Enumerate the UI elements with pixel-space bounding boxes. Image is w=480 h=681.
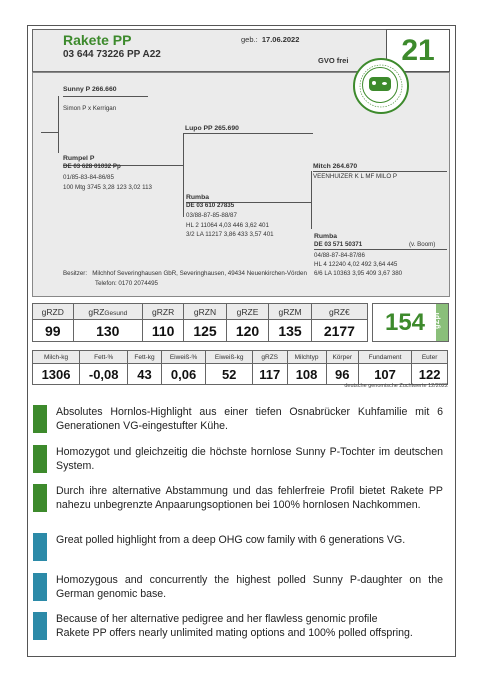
total-score-label: gZpl	[436, 303, 449, 342]
birth-date: geb.: 17.06.2022	[241, 35, 300, 44]
table-cell: 43	[128, 364, 161, 385]
great-granddam-number: DE 03 571 50371	[314, 241, 363, 248]
dam-number: DE 03 628 01032 Pp	[63, 163, 121, 170]
col-milk-kg: Milch-kg	[33, 351, 80, 364]
table-cell: 130	[73, 320, 143, 342]
table-cell: 108	[287, 364, 326, 385]
owner-phone: Telefon: 0170 2074495	[95, 280, 158, 287]
table-cell: 120	[226, 320, 269, 342]
table-cell: 2177	[311, 320, 367, 342]
col-grzs: gRZS	[252, 351, 287, 364]
col-protein-kg: Eiweiß-kg	[206, 351, 252, 364]
table-cell: 1306	[33, 364, 80, 385]
table-cell: 135	[269, 320, 312, 342]
sire-parents: Simon P x Kerrigan	[63, 105, 117, 112]
table-cell: 52	[206, 364, 252, 385]
cow-icon	[369, 77, 391, 91]
col-grz-gesund: gRZGesund	[73, 304, 143, 320]
gvo-free-stamp	[353, 58, 409, 114]
dam-name: Rumpel P	[63, 155, 95, 162]
col-milk-type: Milchtyp	[287, 351, 326, 364]
lot-number: 21	[386, 29, 450, 72]
col-grzr: gRZR	[143, 304, 184, 320]
green-bullet-icon	[33, 405, 47, 433]
table-cell: 110	[143, 320, 184, 342]
table-cell: -0,08	[80, 364, 128, 385]
great-granddam-name: Rumba	[314, 233, 338, 240]
total-score: 154	[372, 303, 438, 342]
great-granddam-performance-2: 6/6 LA 10363 3,95 409 3,67 380	[314, 270, 403, 277]
green-bullet-icon	[33, 445, 47, 473]
sire-name: Sunny P 266.660	[63, 86, 117, 93]
table-cell: 125	[184, 320, 227, 342]
col-grz-euro: gRZ€	[311, 304, 367, 320]
index-footnote: deutsche genomische Zuchtwerte 12/2022	[344, 383, 448, 389]
table-cell: 96	[326, 364, 358, 385]
dam-performance: 100 Mtg 3745 3,28 123 3,02 113	[63, 184, 152, 191]
col-grzd: gRZD	[33, 304, 74, 320]
granddam-performance-1: HL 2 11064 4,03 446 3,62 401	[186, 222, 269, 229]
granddam-performance-2: 3/2 LA 11217 3,86 433 3,57 401	[186, 231, 274, 238]
dam-lactations: 01/85-83-84-86/85	[63, 174, 114, 181]
table-cell: 122	[412, 364, 448, 385]
blue-bullet-icon	[33, 612, 47, 640]
great-granddam-performance-1: HL 4 12240 4,02 492 3,64 445	[314, 261, 398, 268]
table-cell: 0,06	[161, 364, 206, 385]
table-cell: 99	[33, 320, 74, 342]
granddam-sire-name: Mitch 264.670	[313, 163, 358, 170]
great-granddam-lactations: 04/88-87-84-87/86	[314, 252, 365, 259]
col-fat-kg: Fett-kg	[128, 351, 161, 364]
great-granddam-note: (v. Boom)	[409, 241, 436, 248]
owner: Besitzer: Milchhof Severinghausen GbR, Severinghausen, 49434 Neuenkirchen-Vörden	[63, 270, 307, 277]
gvo-label: GVO frei	[318, 56, 349, 65]
table-cell: 107	[358, 364, 411, 385]
ear-tag-number: 03 644 73226 PP A22	[63, 49, 161, 60]
table-cell: 117	[252, 364, 287, 385]
col-fat-pct: Fett-%	[80, 351, 128, 364]
col-grzn: gRZN	[184, 304, 227, 320]
col-body: Körper	[326, 351, 358, 364]
green-bullet-icon	[33, 484, 47, 512]
col-udder: Euter	[412, 351, 448, 364]
col-protein-pct: Eiweiß-%	[161, 351, 206, 364]
granddam-sire-parents: VEENHUIZER K L MF MILO P	[313, 173, 398, 180]
col-feet-legs: Fundament	[358, 351, 411, 364]
breeding-index-table	[32, 303, 368, 342]
granddam-lactations: 03/88-87-85-88/87	[186, 212, 237, 219]
col-grze: gRZE	[226, 304, 269, 320]
col-grzm: gRZM	[269, 304, 312, 320]
blue-bullet-icon	[33, 573, 47, 601]
granddam-number: DE 03 610 27835	[186, 202, 235, 209]
performance-table	[32, 350, 448, 385]
granddam-name: Rumba	[186, 194, 210, 201]
animal-name: Rakete PP	[63, 32, 132, 48]
dam-sire-name: Lupo PP 265.690	[185, 125, 239, 132]
blue-bullet-icon	[33, 533, 47, 561]
